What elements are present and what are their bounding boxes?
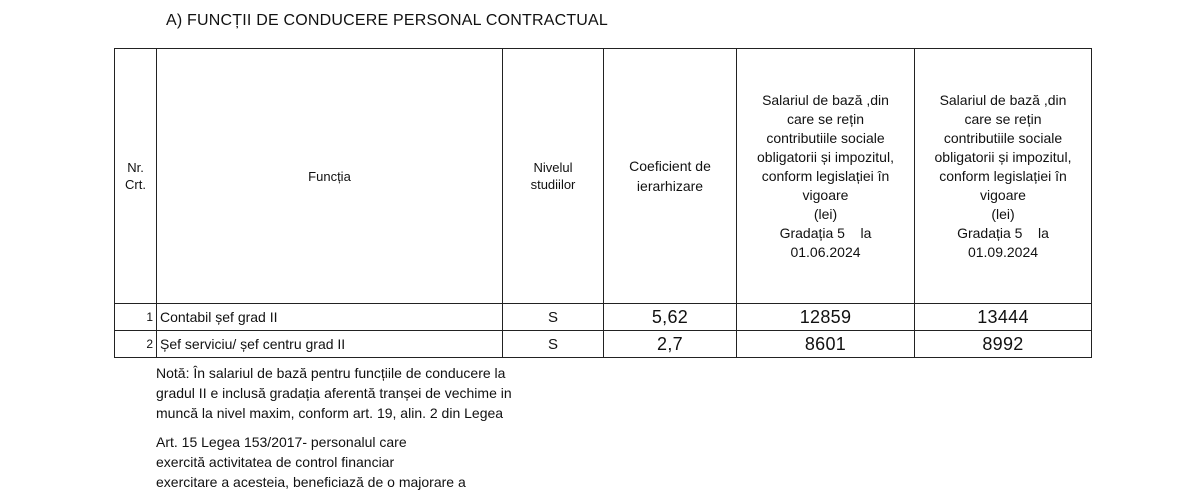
article-note bbox=[156, 432, 626, 492]
header-sal2-line-5: conform legislației în bbox=[939, 167, 1067, 184]
header-sal1-line-1: Salariul de bază ,din bbox=[762, 91, 889, 108]
table-header-row bbox=[115, 49, 1092, 304]
header-salariu-septembrie bbox=[915, 49, 1092, 304]
header-salariu-iunie bbox=[737, 49, 915, 304]
footnote bbox=[156, 363, 626, 423]
row-salariu-iunie: 12859 bbox=[737, 304, 915, 331]
header-sal1-line-8: Gradația 5 la bbox=[779, 224, 872, 241]
row-salariu-iunie: 8601 bbox=[737, 331, 915, 358]
row-coeficient: 5,62 bbox=[604, 304, 737, 331]
header-coeficient bbox=[604, 49, 737, 304]
header-sal1-line-6: vigoare bbox=[802, 186, 849, 203]
header-nivel-line-1: Nivelul bbox=[533, 160, 573, 175]
row-nivel: S bbox=[503, 331, 604, 358]
header-sal1-line-9: 01.06.2024 bbox=[790, 243, 861, 260]
header-sal2-line-7: (lei) bbox=[991, 205, 1015, 222]
header-nivel-studii bbox=[503, 49, 604, 304]
row-nr: 2 bbox=[115, 331, 157, 358]
row-salariu-septembrie: 8992 bbox=[915, 331, 1092, 358]
table-row bbox=[115, 304, 1092, 331]
header-sal1-line-3: contributiile sociale bbox=[766, 129, 885, 146]
header-functia bbox=[157, 49, 503, 304]
footnote-line-1: Notă: În salariul de bază pentru funcțiile de conducere la bbox=[156, 365, 506, 381]
row-nr: 1 bbox=[115, 304, 157, 331]
header-sal1-line-5: conform legislației în bbox=[761, 167, 890, 184]
header-nr-crt bbox=[115, 49, 157, 304]
row-functia: Contabil șef grad II bbox=[157, 304, 503, 331]
header-functia-label: Funcția bbox=[308, 168, 351, 184]
footnote-line-2: gradul II e inclusă gradația aferentă tranșei de vechime in bbox=[156, 385, 512, 401]
row-salariu-septembrie: 13444 bbox=[915, 304, 1092, 331]
header-nivel-line-2: studiilor bbox=[530, 177, 576, 192]
article-note-line-2: exercită activitatea de control financiar bbox=[156, 454, 395, 470]
table-row bbox=[115, 331, 1092, 358]
header-sal2-line-3: contributiile sociale bbox=[943, 129, 1063, 146]
section-title: A) FUNCȚII DE CONDUCERE PERSONAL CONTRACTUAL bbox=[166, 12, 609, 29]
header-coef-line-2: ierarhizare bbox=[636, 178, 704, 194]
header-sal2-line-4: obligatorii și impozitul, bbox=[934, 148, 1072, 165]
header-sal2-line-8: Gradația 5 la bbox=[957, 224, 1049, 241]
header-sal2-line-9: 01.09.2024 bbox=[967, 243, 1039, 260]
header-sal1-line-4: obligatorii și impozitul, bbox=[757, 148, 894, 165]
row-nivel: S bbox=[503, 304, 604, 331]
row-coeficient: 2,7 bbox=[604, 331, 737, 358]
article-note-line-3: exercitare a acesteia, beneficiază de o majorare a bbox=[156, 474, 466, 490]
header-sal1-line-7: (lei) bbox=[813, 205, 838, 222]
article-note-line-1: Art. 15 Legea 153/2017- personalul care bbox=[156, 434, 407, 450]
salary-table bbox=[114, 48, 1092, 358]
header-sal2-line-6: vigoare bbox=[980, 186, 1026, 203]
header-sal2-line-1: Salariul de bază ,din bbox=[939, 91, 1067, 108]
header-coef-line-1: Coeficient de bbox=[629, 158, 711, 174]
row-functia: Șef serviciu/ șef centru grad II bbox=[157, 331, 503, 358]
header-sal2-line-2: care se rețin bbox=[964, 110, 1042, 127]
footnote-line-3: muncă la nivel maxim, conform art. 19, alin. 2 din Legea bbox=[156, 405, 504, 421]
header-crt-line: Crt. bbox=[125, 177, 146, 192]
header-sal1-line-2: care se rețin bbox=[786, 110, 865, 127]
header-nr-line: Nr. bbox=[127, 160, 144, 175]
